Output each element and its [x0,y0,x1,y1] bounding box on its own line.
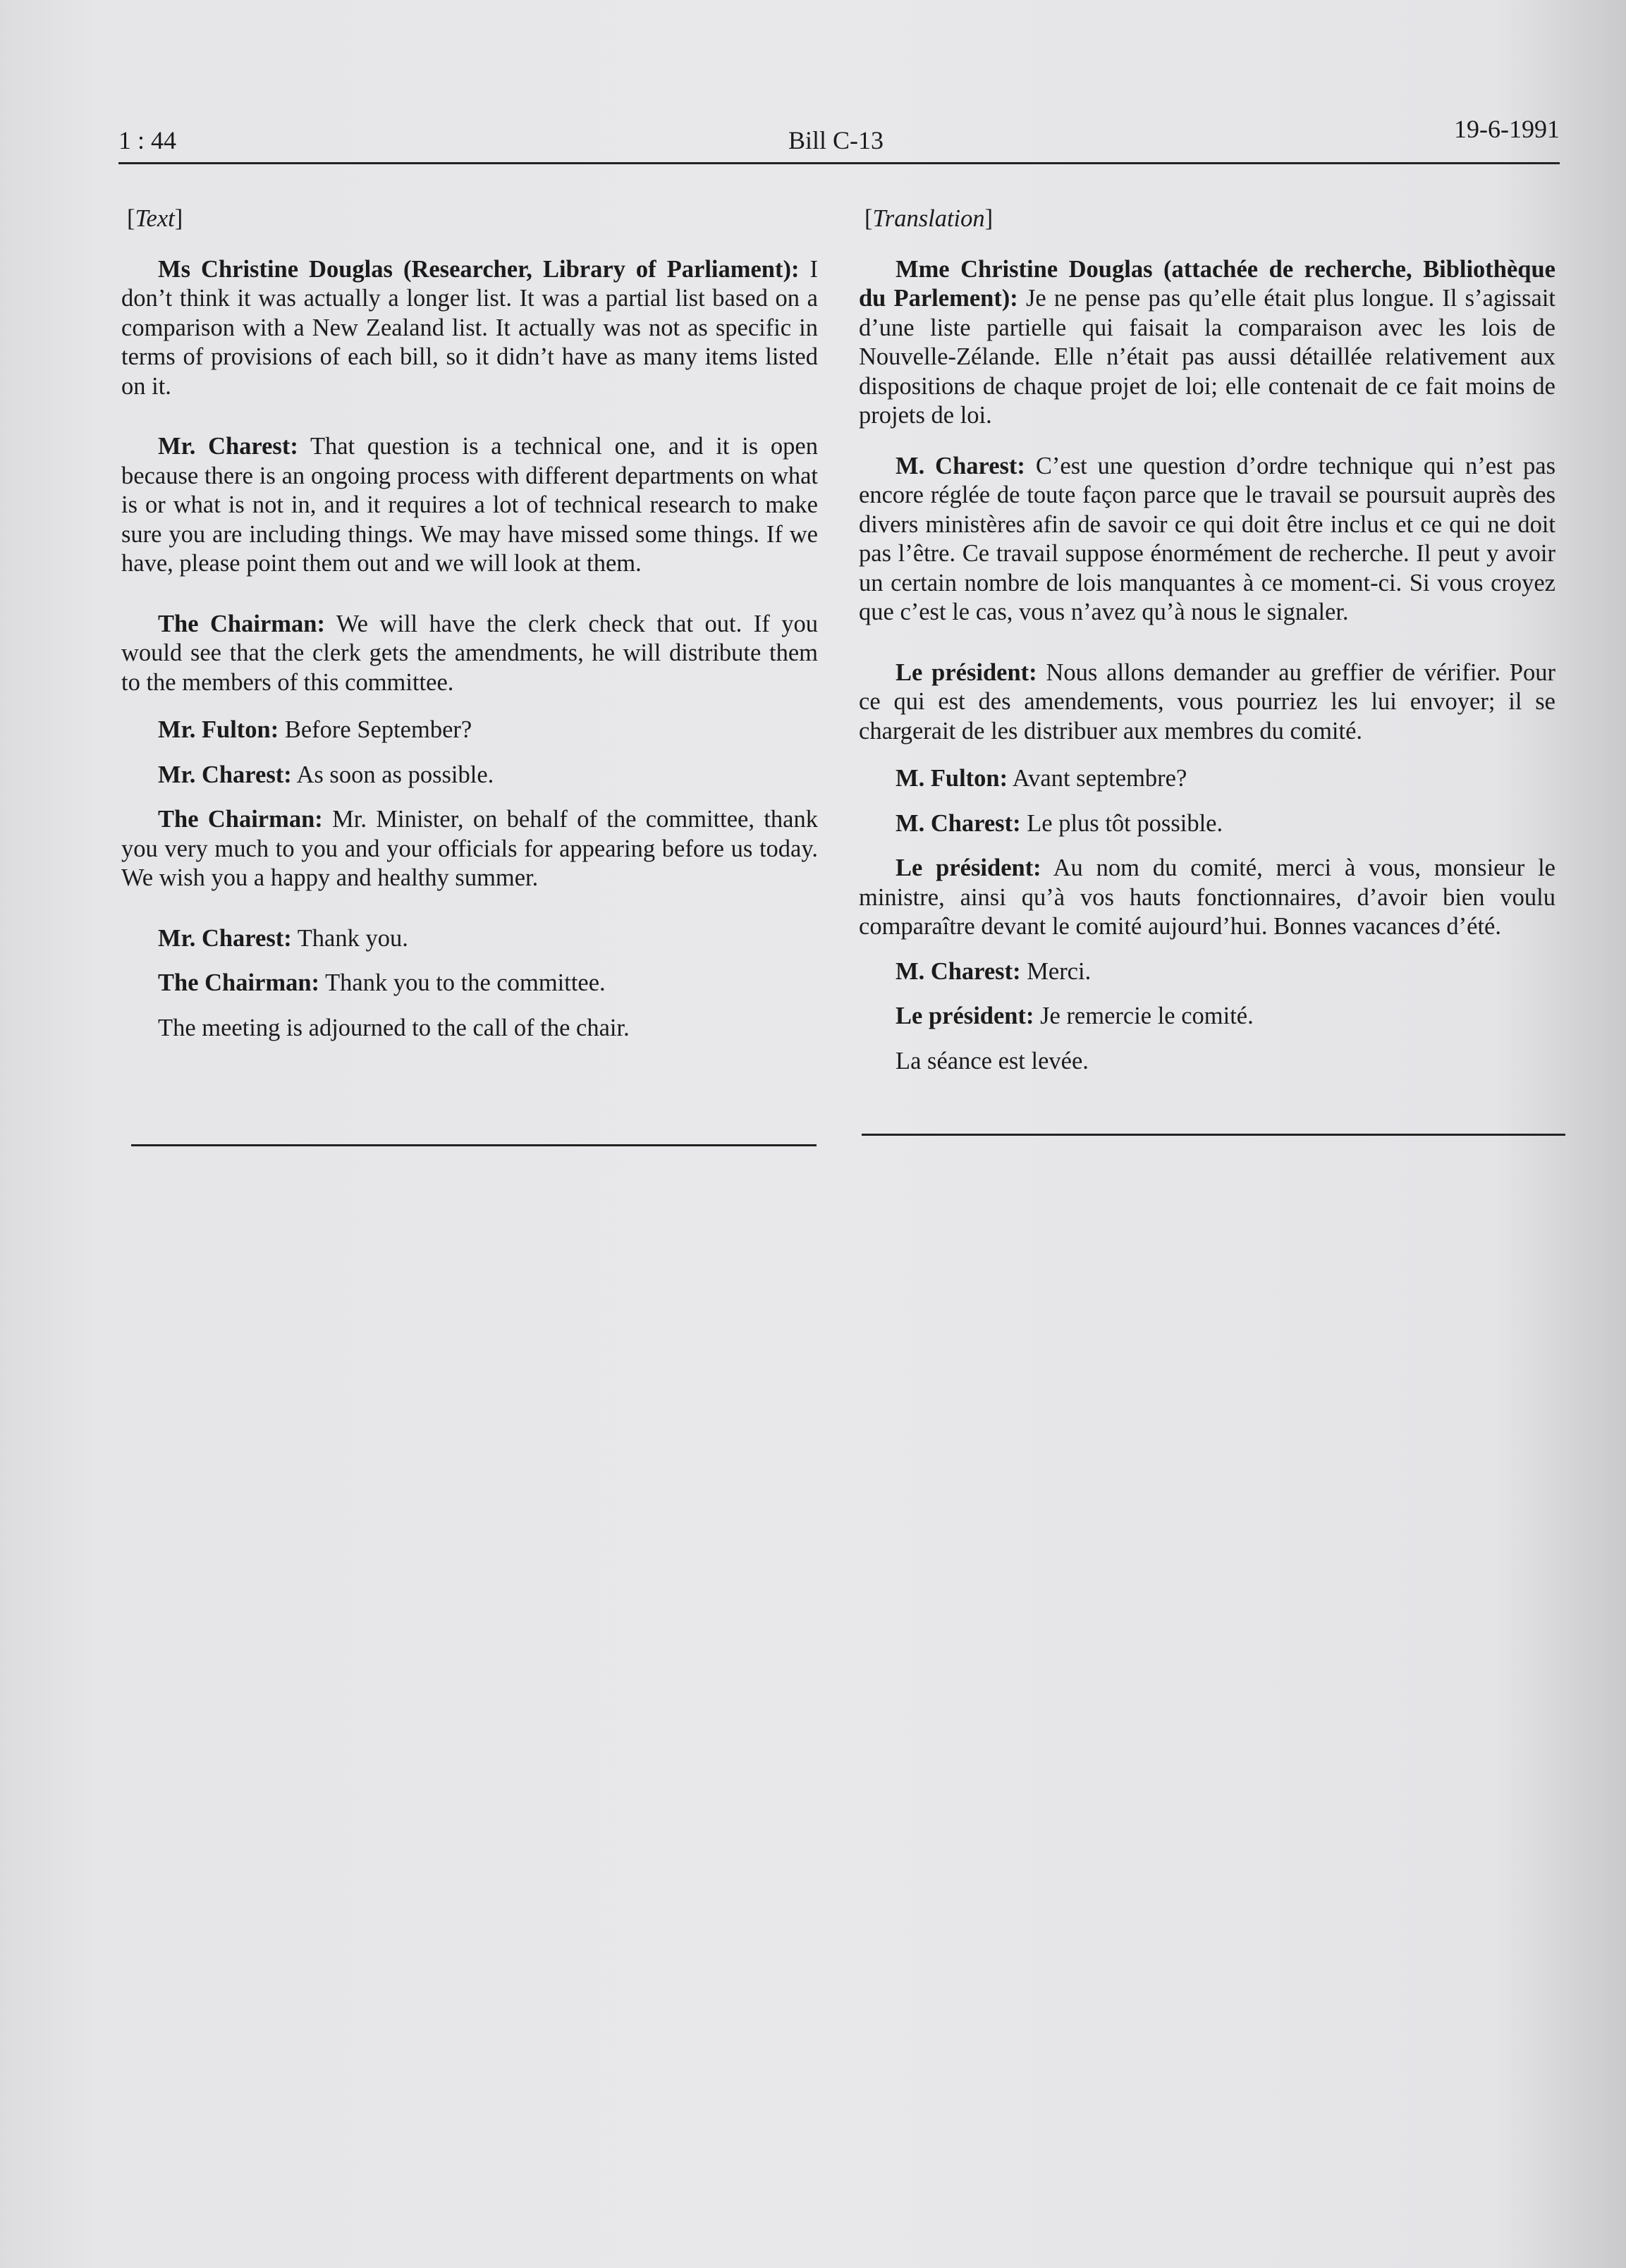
speech-text: La séance est levée. [895,1047,1089,1074]
speaker-name: Le président: [895,1003,1034,1029]
transcript-paragraph [859,1047,1555,1077]
speaker-name: The Chairman: [158,969,320,996]
transcript-paragraph [121,255,818,402]
speaker-name: Ms Christine Douglas (Researcher, Library of Parliament): [158,255,800,283]
speaker-name: The Chairman: [158,806,323,833]
speaker-name: Le président: [895,854,1041,881]
speech-text: Mr. Minister, on behalf of the committee, thank you very much to you and your officials for appearing before us today. We wish you a happy and healthy summer. [121,806,818,891]
transcript-paragraph [121,1014,818,1043]
speech-text: Au nom du comité, merci à vous, monsieur le ministre, ainsi qu’à vos hauts fonctionnaires, d’avoir bien voulu comparaître devant le comité aujourd’hui. Bonnes vacances d’été. [859,854,1555,940]
page-title: Bill C-13 [788,126,884,154]
column-label: [Translation] [864,205,994,232]
transcript-paragraph [859,764,1555,794]
speaker-name: Mr. Fulton: [158,716,279,743]
speech-text: Je remercie le comité. [1034,1003,1254,1029]
speech-text: Nous allons demander au greffier de vérifier. Pour ce qui est des amendements, vous pourriez les lui envoyer; il se chargerait de les distribuer aux membres du comité. [859,658,1555,744]
transcript-paragraph [859,658,1555,747]
left-column [121,204,818,1058]
speaker-name: Mr. Charest: [158,433,298,460]
transcript-paragraph [859,809,1555,839]
speaker-name: Mr. Charest: [158,924,292,952]
speech-text: That question is a technical one, and it is open because there is an ongoing process with different departments on what is or what is not in, and it requires a lot of technical research to make sure you are including things. We may have missed some things. If we have, please point them out and we will look at them. [121,433,818,577]
speech-text: Je ne pense pas qu’elle était plus longue. Il s’agissait d’une liste partielle qui faisait la comparaison avec les lois de Nouvelle-Zélande. Elle n’était pas aussi détaillée relativement aux dispositions de chaque projet de loi; elle contenait de ce fait moins de projets de loi. [859,285,1556,429]
speech-text: Avant septembre? [1008,765,1187,792]
transcript-paragraph [859,255,1555,431]
speech-text: As soon as possible. [291,761,494,788]
transcript-paragraph [121,924,818,954]
transcript-paragraph [859,854,1555,942]
page-header [118,111,1560,164]
speech-text: I don’t think it was actually a longer list. It was a partial list based on a comparison with a New Zealand list. It actually was not as specific in terms of provisions of each bill, so it didn’t have as many items listed on it. [121,255,818,400]
end-rule-right [862,1134,1565,1136]
transcript-paragraph [121,969,818,998]
transcript-paragraph [859,1002,1555,1031]
speech-text: The meeting is adjourned to the call of the chair. [158,1014,630,1041]
speaker-name: M. Charest: [895,809,1021,837]
speech-text: We will have the clerk check that out. If you would see that the clerk gets the amendments, he will distribute them to the members of this committee. [121,610,818,696]
transcript-paragraph [121,761,818,790]
column-label: [Text] [127,205,183,232]
end-rule-left [131,1144,817,1146]
speaker-name: M. Fulton: [895,765,1008,792]
page-date: 19-6-1991 [1454,115,1560,143]
speech-text: Merci. [1020,957,1092,985]
speech-text: Before September? [279,716,472,743]
transcript-paragraph [121,716,818,745]
transcript-paragraph [859,452,1555,627]
page-number: 1 : 44 [118,126,177,154]
right-column [859,204,1555,1091]
speech-text: Le plus tôt possible. [1020,809,1223,837]
speaker-name: Mme Christine Douglas (attachée de recherche, Bibliothèque du Parlement): [859,255,1555,312]
speaker-name: M. Charest: [895,452,1025,479]
transcript-paragraph [121,805,818,893]
speech-text: Thank you. [291,924,408,952]
transcript-paragraph [121,432,818,579]
speaker-name: The Chairman: [158,610,325,637]
speaker-name: Le président: [895,658,1037,686]
transcript-paragraph [121,610,818,698]
speech-text: C’est une question d’ordre technique qui n’est pas encore réglée de toute façon parce que le travail se poursuit auprès des divers ministères afin de savoir ce qui doit être inclus et ce qui ne doit pas l’être. Ce travail suppose énormément de recherche. Il peut y avoir un certain nombre de lois manquantes à ce moment-ci. Si vous croyez que c’est le cas, vous n’avez qu’à nous le signaler. [859,452,1555,625]
speaker-name: Mr. Charest: [158,761,292,788]
transcript-paragraph [859,957,1555,987]
speech-text: Thank you to the committee. [319,969,606,996]
speaker-name: M. Charest: [895,957,1021,985]
